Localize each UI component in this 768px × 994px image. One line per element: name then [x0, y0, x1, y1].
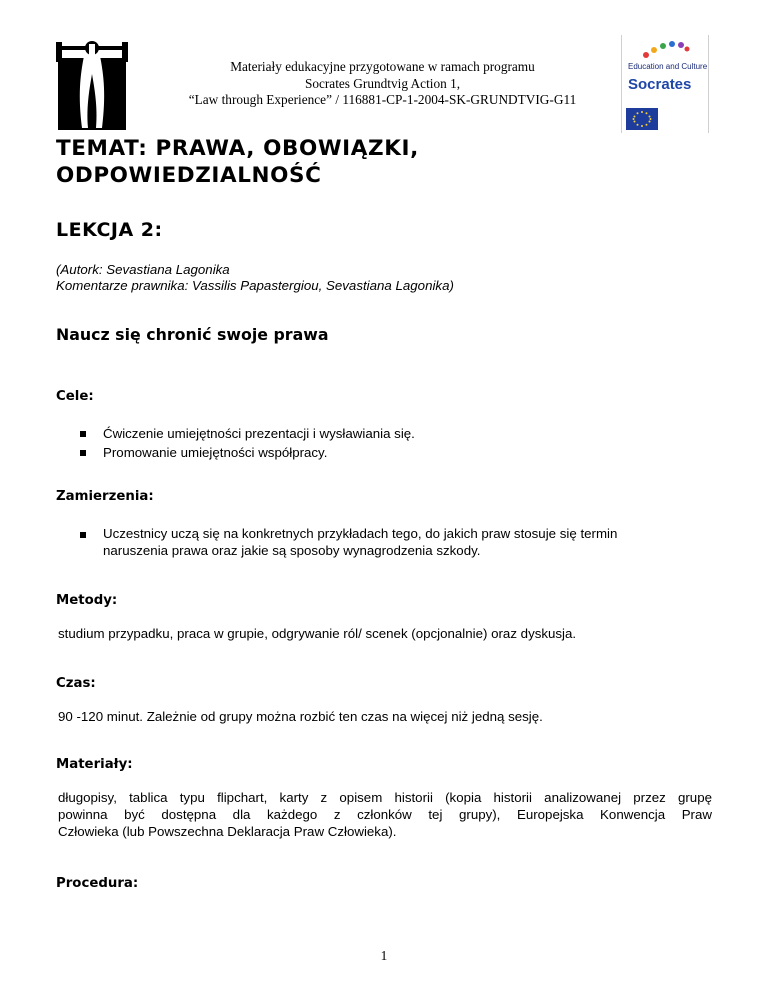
grundtvig-logo	[52, 36, 132, 132]
materialy-text	[58, 789, 712, 840]
metody-text: studium przypadku, praca w grupie, odgrywanie ról/ scenek (opcjonalnie) oraz dyskusja.	[58, 626, 577, 641]
authors	[56, 262, 454, 293]
list-item-continuation: naruszenia prawa oraz jakie są sposoby wynagrodzenia szkody.	[103, 543, 481, 558]
document-header	[150, 59, 615, 109]
section-heading-czas: Czas:	[56, 676, 96, 691]
figure-logo-icon	[52, 36, 132, 132]
czas-text: 90 -120 minut. Zależnie od grupy można rozbić ten czas na więcej niż jedną sesję.	[58, 709, 543, 724]
authors-line-1: (Autork: Sevastiana Lagonika	[56, 262, 230, 277]
logo-brand: Socrates	[628, 76, 692, 93]
page-number: 1	[380, 948, 388, 963]
header-line-1: Materiały edukacyjne przygotowane w ramach programu	[230, 59, 535, 74]
lesson-heading: LEKCJA 2:	[56, 219, 163, 241]
title-line-1: TEMAT: PRAWA, OBOWIĄZKI,	[56, 136, 419, 161]
section-heading-cele: Cele:	[56, 389, 94, 404]
section-heading-materialy: Materiały:	[56, 757, 133, 772]
materialy-line-2: powinna być dostępna dla każdego z członków tej grupy), Europejska Konwencja Praw	[58, 807, 712, 822]
authors-line-2: Komentarze prawnika: Vassilis Papastergiou, Sevastiana Lagonika)	[56, 277, 454, 293]
bullet-icon	[80, 450, 86, 456]
eu-flag-icon	[626, 108, 658, 130]
list-item: Promowanie umiejętności współpracy.	[103, 445, 328, 460]
title-line-2: ODPOWIEDZIALNOŚĆ	[56, 163, 322, 188]
list-item: Uczestnicy uczą się na konkretnych przykładach tego, do jakich praw stosuje się termin	[103, 526, 618, 541]
materialy-line-1: długopisy, tablica typu flipchart, karty z opisem historii (kopia historii analizowanej przez grupę	[58, 790, 712, 805]
header-line-3: “Law through Experience” / 116881-CP-1-2004-SK-GRUNDTVIG-G11	[188, 92, 577, 107]
lesson-subtitle: Naucz się chronić swoje prawa	[56, 325, 329, 344]
section-heading-procedura: Procedura:	[56, 876, 139, 891]
document-title	[56, 135, 419, 189]
section-heading-zamierzenia: Zamierzenia:	[56, 489, 154, 504]
section-heading-metody: Metody:	[56, 593, 118, 608]
dots-arc-icon	[640, 39, 690, 59]
bullet-icon	[80, 431, 86, 437]
header-line-2: Socrates Grundtvig Action 1,	[304, 75, 461, 91]
list-item: Ćwiczenie umiejętności prezentacji i wysławiania się.	[103, 426, 415, 441]
materialy-line-3: Człowieka (lub Powszechna Deklaracja Praw Człowieka).	[58, 824, 397, 839]
bullet-icon	[80, 532, 86, 538]
socrates-logo	[621, 35, 709, 133]
logo-tagline: Education and Culture	[628, 62, 708, 71]
